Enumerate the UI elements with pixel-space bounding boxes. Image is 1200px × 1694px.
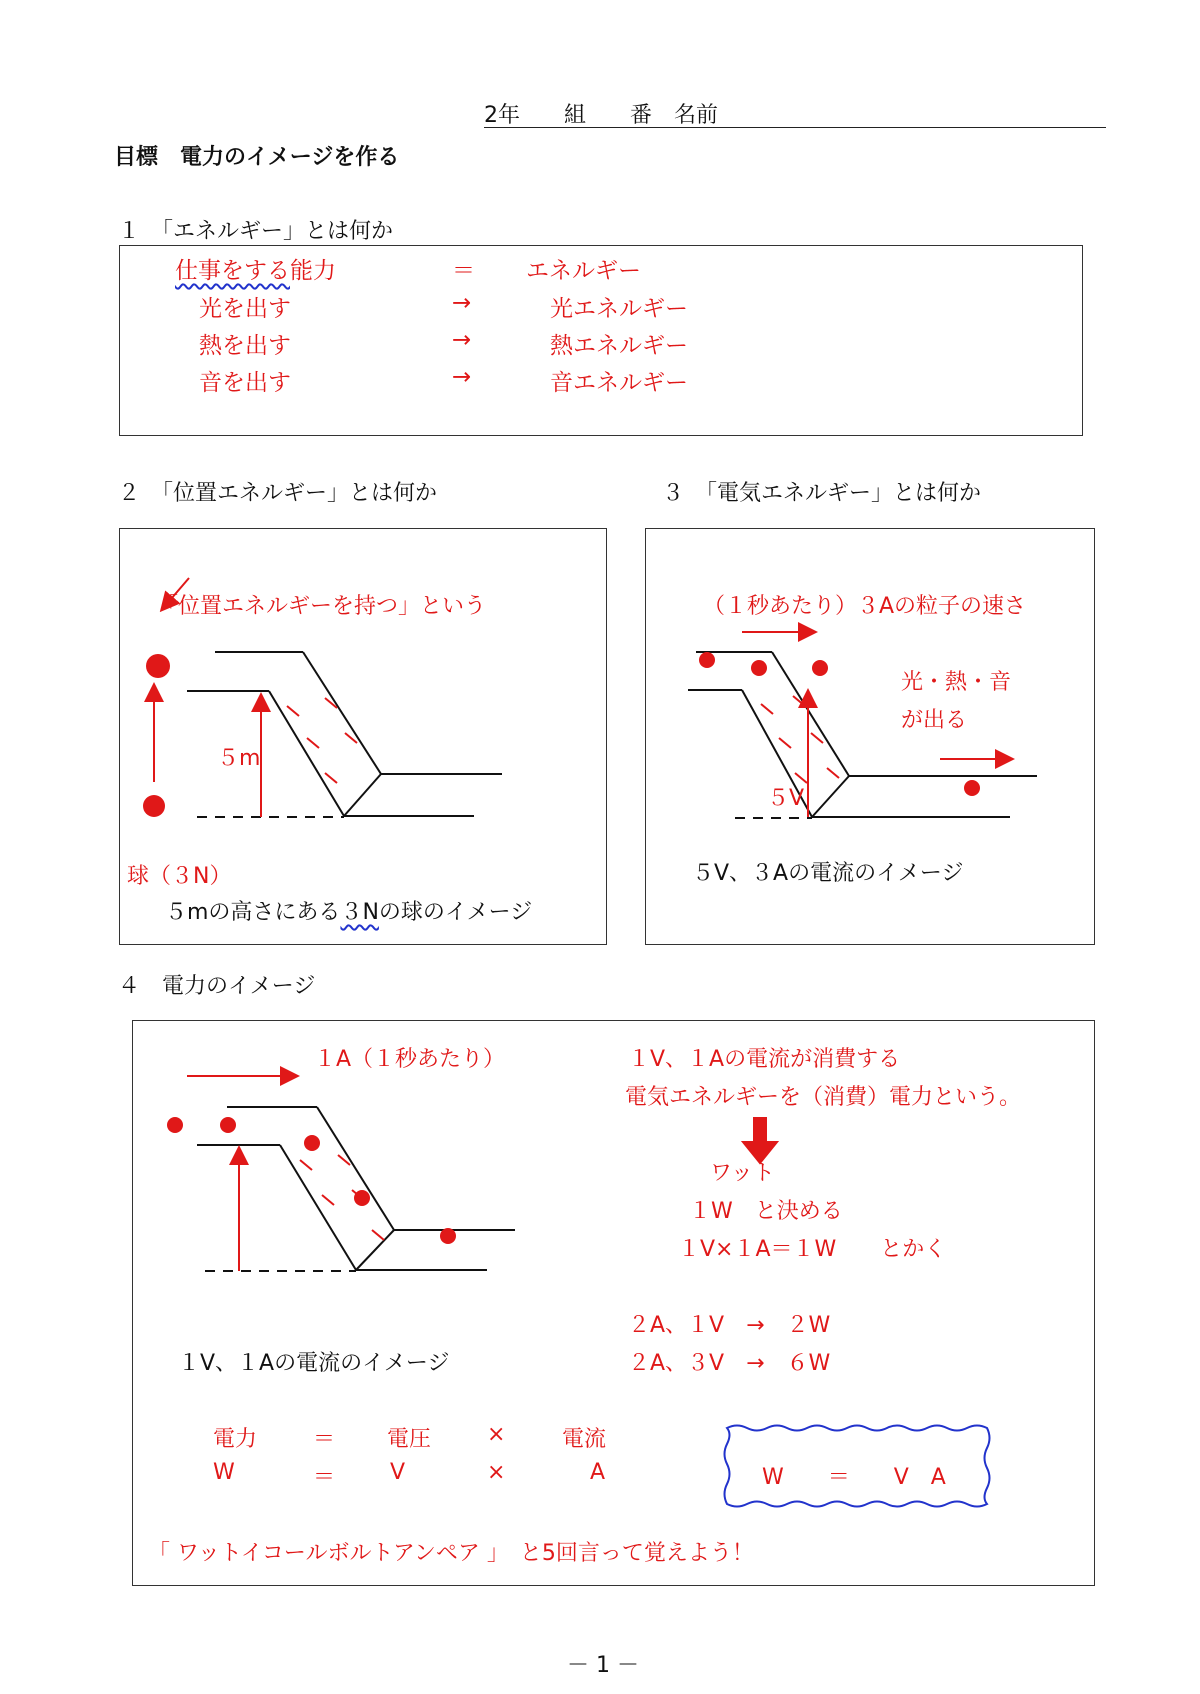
symbol-v: V (390, 1460, 406, 1485)
slope-bottom-edge (280, 1145, 356, 1270)
page-number: － 1 － (567, 1653, 639, 1678)
section3-title: ３ 「電気エネルギー」とは何か (662, 481, 982, 506)
section4-caption: １V、１Aの電流のイメージ (178, 1351, 450, 1376)
power-desc-line1: １V、１Aの電流が消費する (628, 1047, 901, 1072)
section2-title: ２ 「位置エネルギー」とは何か (118, 481, 438, 506)
section3-caption: ５V、３Aの電流のイメージ (692, 861, 964, 886)
row-sound-arrow: → (452, 364, 472, 390)
watt-reading: ワット (710, 1161, 775, 1186)
row-heat-arrow: → (452, 327, 472, 353)
particle-1 (699, 652, 715, 668)
word-times: × (487, 1422, 506, 1447)
energy-label: エネルギー (526, 258, 641, 284)
slope-top-edge (317, 1107, 394, 1230)
work-ability-label (175, 252, 336, 285)
row-heat-right: 熱エネルギー (550, 333, 688, 359)
potential-callout: 「位置エネルギーを持つ」という (156, 594, 487, 619)
ball-weight-label: 球（３N） (127, 864, 232, 889)
particle-4 (964, 780, 980, 796)
caption-pre: ５mの高さにある (165, 900, 341, 925)
word-equals: ＝ (313, 1427, 336, 1452)
section2-caption (165, 895, 532, 926)
word-power: 電力 (213, 1427, 258, 1452)
particle-1 (167, 1117, 183, 1133)
watt-definition: １W と決める (689, 1199, 843, 1224)
row-sound-right: 音エネルギー (550, 370, 688, 396)
slope-end-cap (356, 1230, 394, 1270)
voltage-label: ５V (767, 786, 805, 811)
section4-title: ４ 電力のイメージ (118, 974, 316, 999)
particle-3 (812, 660, 828, 676)
output-label-line1: 光・熱・音 (901, 670, 1012, 695)
slope-end-cap (344, 774, 381, 816)
word-current: 電流 (562, 1427, 607, 1452)
symbol-equals: ＝ (313, 1465, 336, 1490)
word-voltage: 電圧 (387, 1427, 432, 1452)
height-label: ５m (217, 746, 261, 771)
ball-high (146, 654, 170, 678)
symbol-a: A (590, 1460, 606, 1485)
slope-top-edge (303, 652, 381, 774)
student-name-line: 2年 組 番 名前 (484, 103, 718, 128)
particle-2 (220, 1117, 236, 1133)
example-1: ２A、１V → ２W (628, 1313, 831, 1338)
slope-hatches (287, 698, 357, 783)
row-light-arrow: → (452, 290, 472, 316)
current-label: １A（１秒あたり） (314, 1047, 506, 1072)
work-underlined-text: 仕事をする (175, 258, 290, 284)
speed-label: （１秒あたり）３Aの粒子の速さ (703, 594, 1027, 619)
boxed-formula: W ＝ V A (762, 1465, 946, 1490)
equals-sign: ＝ (452, 258, 475, 284)
symbol-w: W (213, 1460, 235, 1485)
ball-low (143, 795, 165, 817)
symbol-times: × (487, 1460, 506, 1485)
watt-formula: １V×１A＝１W とかく (678, 1237, 947, 1262)
particle-2 (751, 660, 767, 676)
ability-text: 能力 (290, 258, 336, 284)
row-light-right: 光エネルギー (550, 296, 688, 322)
row-sound-left: 音を出す (199, 370, 291, 396)
particle-5 (440, 1228, 456, 1244)
row-light-left: 光を出す (199, 296, 291, 322)
particle-3 (304, 1135, 320, 1151)
particle-4 (354, 1190, 370, 1206)
lesson-goal: 目標 電力のイメージを作る (114, 145, 400, 170)
name-underline (484, 127, 1106, 128)
output-label-line2: が出る (901, 708, 968, 733)
caption-post: の球のイメージ (378, 900, 533, 925)
example-2: ２A、３V → ６W (628, 1351, 831, 1376)
section1-title: １ 「エネルギー」とは何か (118, 219, 394, 244)
slope-bottom-edge (269, 691, 344, 816)
slogan: 「 ワットイコールボルトアンペア 」 と5回言って覚えよう！ (148, 1541, 754, 1566)
slope-end-cap (812, 776, 849, 817)
power-desc-line2: 電気エネルギーを（消費）電力という。 (625, 1085, 1022, 1110)
slope-top-edge (772, 652, 849, 776)
caption-underlined: ３N (340, 900, 379, 925)
row-heat-left: 熱を出す (199, 333, 291, 359)
